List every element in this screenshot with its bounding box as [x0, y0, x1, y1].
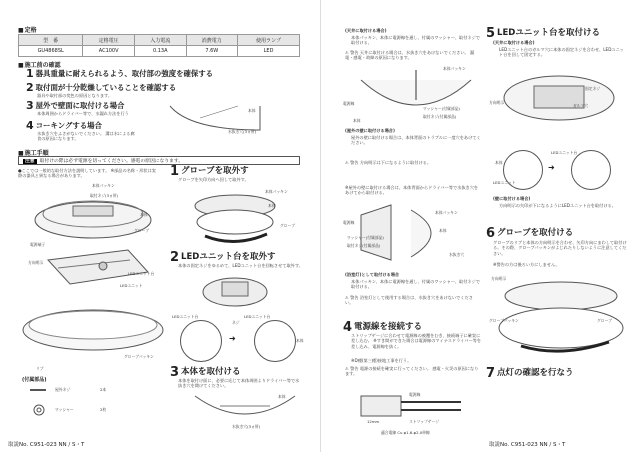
construction-warning: 注意 取付けの際は必ず電源を切ってください。感電の原因になります。 — [18, 156, 300, 165]
step-5-ceiling-desc: LEDユニット台のガルマ穴に本体の固定ネジを合わせ、LEDユニット台を回して固定する。 — [499, 47, 624, 58]
ceiling-desc: 本体パッキン、本体に電源線を通し、付属のワッシャー、取付ネジで取付ける。 — [351, 35, 480, 46]
spec-header: 消費電力 — [186, 35, 238, 46]
exploded-label: 本体 — [140, 212, 148, 217]
spec-heading: ■ 定格 — [18, 25, 37, 34]
step-4-label: 電源線 — [409, 392, 421, 397]
step-2-diagram — [200, 274, 270, 312]
spec-header: 使用ランプ — [238, 35, 300, 46]
step-6-label: グローブパッキン — [489, 318, 519, 323]
step-1-label: グローブ — [280, 223, 295, 228]
step-1-label: 本体 — [268, 203, 276, 208]
wall-label: 本体 — [439, 228, 447, 233]
step-3-title: 3 本体を取付ける — [170, 365, 241, 380]
parts-heading: (付属部品) — [22, 377, 47, 383]
preinstall-label: 本体 — [248, 108, 256, 113]
parts-item-qty: 2本 — [100, 387, 107, 392]
step-2-label: LEDユニット台 — [244, 314, 271, 319]
wall-desc: 屋外の壁に取付ける場合は、本体背面のトラブルに一度穴をあけてください。 — [351, 135, 481, 146]
bath-heading: (浴室灯)として取付ける場合 — [345, 272, 400, 277]
parts-item-name: 屋外ネジ — [55, 387, 71, 392]
ceiling-label: 電源線 — [343, 101, 355, 106]
preinstall-note-3: 本体周囲からドライバー等で、水漏れ方法を行う — [37, 111, 129, 116]
screw-icon — [28, 386, 50, 416]
step-5-label: LEDユニット — [493, 180, 516, 185]
step-1-desc: グローブを矢印方向へ回して取外す。 — [178, 177, 249, 182]
wall-label: 取付ネジ(付属部品) — [347, 243, 381, 248]
spec-header: 型 番 — [19, 35, 83, 46]
preinstall-label: 水抜き穴(3ヵ所) — [228, 129, 257, 134]
step-5-wall-desc: 方向明示の矢印が下になるようにLEDユニット台を取付ける。 — [499, 203, 616, 208]
arrow-right-icon: ➜ — [229, 334, 236, 343]
step-6-desc: グローブのリブと本体の方向明示を合わせ、矢印方向にまわして取付ける。その際、グローブパッキンがよじれたりしないように注意してください。 — [493, 240, 627, 256]
step-3-label: 本体 — [278, 394, 286, 399]
step-5-label: 方向明示 — [489, 100, 505, 105]
wall-label: 電源線 — [343, 220, 355, 225]
right-page — [320, 0, 640, 452]
step-3-label: 水抜き穴(3ヵ所) — [232, 424, 261, 429]
step-2-detail-circle — [180, 320, 222, 362]
wall-label: 本体パッキン — [435, 210, 458, 215]
step-2-label: ネジ — [232, 320, 240, 325]
preinstall-item-2: 2 取付面が十分乾燥していることを確認する — [26, 81, 177, 94]
step-4-desc: ストリップゲージに合わせて電源線の被覆をむき、接続端子に確実に差し込む。 ※すき間ができた場合は電源線のマイナスドライバー等を差し込み、電源線を抜く。 — [351, 333, 482, 349]
step-3-desc: 本体を取付け面に、必要に応じて本体周囲よりドライバー等で水抜き穴を開けてください。 — [178, 378, 300, 389]
step-6-label: 方向明示 — [491, 276, 507, 281]
step-6-label: グローブ — [597, 318, 612, 323]
step-4-warning: ⚠ 警告 電源の接続を確実に行ってください。 感電・火災の原因になります。 — [345, 366, 479, 377]
exploded-label: 電源端子 — [30, 242, 46, 247]
preinstall-item-4: 4 コーキングする場合 — [26, 119, 102, 132]
wall-heading: (屋外の壁に取付ける場合) — [345, 128, 395, 133]
step-5-wall-heading: (壁に取付ける場合) — [493, 196, 531, 201]
warning-icon: ⚠ — [345, 50, 349, 55]
warning-icon: ⚠ — [345, 160, 349, 165]
step-7-title: 7 点灯の確認を行なう — [486, 366, 574, 381]
exploded-label: リブ — [36, 366, 44, 371]
spec-voltage: AC100V — [83, 46, 135, 57]
warning-icon: ⚠ — [345, 366, 349, 371]
step-5-diagram — [499, 68, 619, 128]
spec-current: 0.13A — [134, 46, 186, 57]
step-5-label: LEDユニット台 — [551, 150, 578, 155]
step-5-title: 5 LEDユニット台を取付ける — [486, 26, 600, 41]
preinstall-item-3: 3 屋外で壁面に取付ける場合 — [26, 99, 125, 112]
step-1-diagram — [185, 186, 285, 246]
ceiling-diagram — [361, 70, 471, 120]
step-1-label: 本体パッキン — [265, 189, 288, 194]
warning-icon: ⚠ — [345, 295, 349, 300]
exploded-label: グローブ — [134, 228, 149, 233]
exploded-label: LEDユニット台 — [128, 271, 155, 276]
preinstall-diagram — [170, 96, 280, 136]
step-2-label: 本体 — [296, 338, 304, 343]
wall-note: ※屋外の壁に取付ける場合は、本体背面からドライバー等で水抜き穴をあけてから取付ける。 — [345, 185, 479, 196]
arrow-right-icon: ➜ — [548, 163, 555, 172]
step-2-detail-circle — [254, 320, 296, 362]
bath-warning: ⚠ 警告 浴室灯として使用する場合は、水抜き穴をあけないでください。 — [345, 295, 473, 306]
exploded-label: 取付ネジ(3ヵ所) — [90, 193, 119, 198]
step-6-diagram — [491, 276, 631, 356]
preinstall-note-2: 器具や取付部の変色の原因となります。 — [37, 93, 113, 98]
step-4-label: ストリップゲージ — [409, 419, 440, 424]
exploded-label: グローブパッキン — [124, 354, 154, 359]
step-4-label: 12mm — [367, 419, 380, 424]
step-5-label: ガルマ穴 — [573, 103, 589, 108]
parts-item-name: ワッシャー — [55, 407, 74, 412]
spec-table — [18, 34, 300, 57]
ceiling-warning: ⚠ 警告 天井に取付ける場合は、水抜き穴をあけないでください。 漏電・感電・故障の原因になります。 — [345, 50, 475, 61]
preinstall-heading: ■ 施工前の確認 — [18, 60, 61, 69]
step-2-title: 2 LEDユニット台を取外す — [170, 250, 276, 265]
step-2-label: LEDユニット台 — [172, 314, 199, 319]
step-2-desc: 本体の固定ネジをゆるめて、LEDユニット台を回転させて取外す。 — [178, 263, 303, 268]
step-4-title: 4 電源線を接続する — [343, 320, 423, 335]
preinstall-item-1: 1 器具重量に耐えられるよう、取付部の強度を確保する — [26, 67, 214, 80]
construction-intro: ●ここでは一般的な取付方法を説明しています。 ※部品の名称・形状は実際の器具と異なる場合があります。 — [18, 168, 156, 179]
spec-power: 7.6W — [186, 46, 238, 57]
spec-header: 定格電圧 — [83, 35, 135, 46]
step-6-title: 6 グローブを取付ける — [486, 226, 574, 241]
spec-header: 入力電流 — [134, 35, 186, 46]
exploded-label: 方向明示 — [28, 260, 44, 265]
wall-label: ワッシャー(付属部品) — [347, 235, 384, 240]
construction-heading: ■ 施工手順 — [18, 148, 49, 157]
wall-warning: ⚠ 警告 方向明示は下になるように取付ける。 — [345, 160, 432, 165]
bath-desc: 本体パッキン、本体に電源線を通し、付属のワッシャー、取付ネジで取付ける。 — [351, 279, 480, 290]
parts-item-qty: 2枚 — [100, 407, 107, 412]
step-6-note: ※警告の方は後ろい方にしません。 — [493, 262, 560, 267]
footer-doc-number: 取説No. C951-023 NN / S・T — [8, 442, 85, 448]
ceiling-label: 本体 — [353, 118, 361, 123]
step-4-label: 適合電線 Cu φ1.6-φ2.0単線 — [381, 430, 430, 435]
footer-doc-number: 取説No. C951-023 NN / S・T — [489, 442, 566, 448]
ceiling-heading: (天井に取付ける場合) — [345, 28, 387, 33]
step-5-ceiling-heading: (天井に取付ける場合) — [493, 40, 535, 45]
preinstall-note-4: 水抜き穴をふさがないでください。 溝は水による腐食の原因になります。 — [37, 131, 135, 142]
wall-label: 水抜き穴 — [449, 252, 465, 257]
ceiling-label: ワッシャー(付属部品) — [423, 106, 460, 111]
ceiling-label: 取付ネジ(付属部品) — [423, 114, 457, 119]
step-4-note: ※D種(第三種)接地工事を行う。 — [351, 358, 412, 363]
step-5-label: 本体 — [495, 160, 503, 165]
spec-lamp: LED — [238, 46, 300, 57]
exploded-label: LEDユニット — [120, 283, 143, 288]
exploded-label: 本体パッキン — [92, 183, 115, 188]
step-1-title: 1 グローブを取外す — [170, 164, 249, 179]
step-5-detail-circle — [571, 150, 611, 190]
spec-model: GU4868SL — [19, 46, 83, 57]
ceiling-label: 本体パッキン — [443, 66, 466, 71]
step-5-label: 固定ネジ — [585, 86, 601, 91]
